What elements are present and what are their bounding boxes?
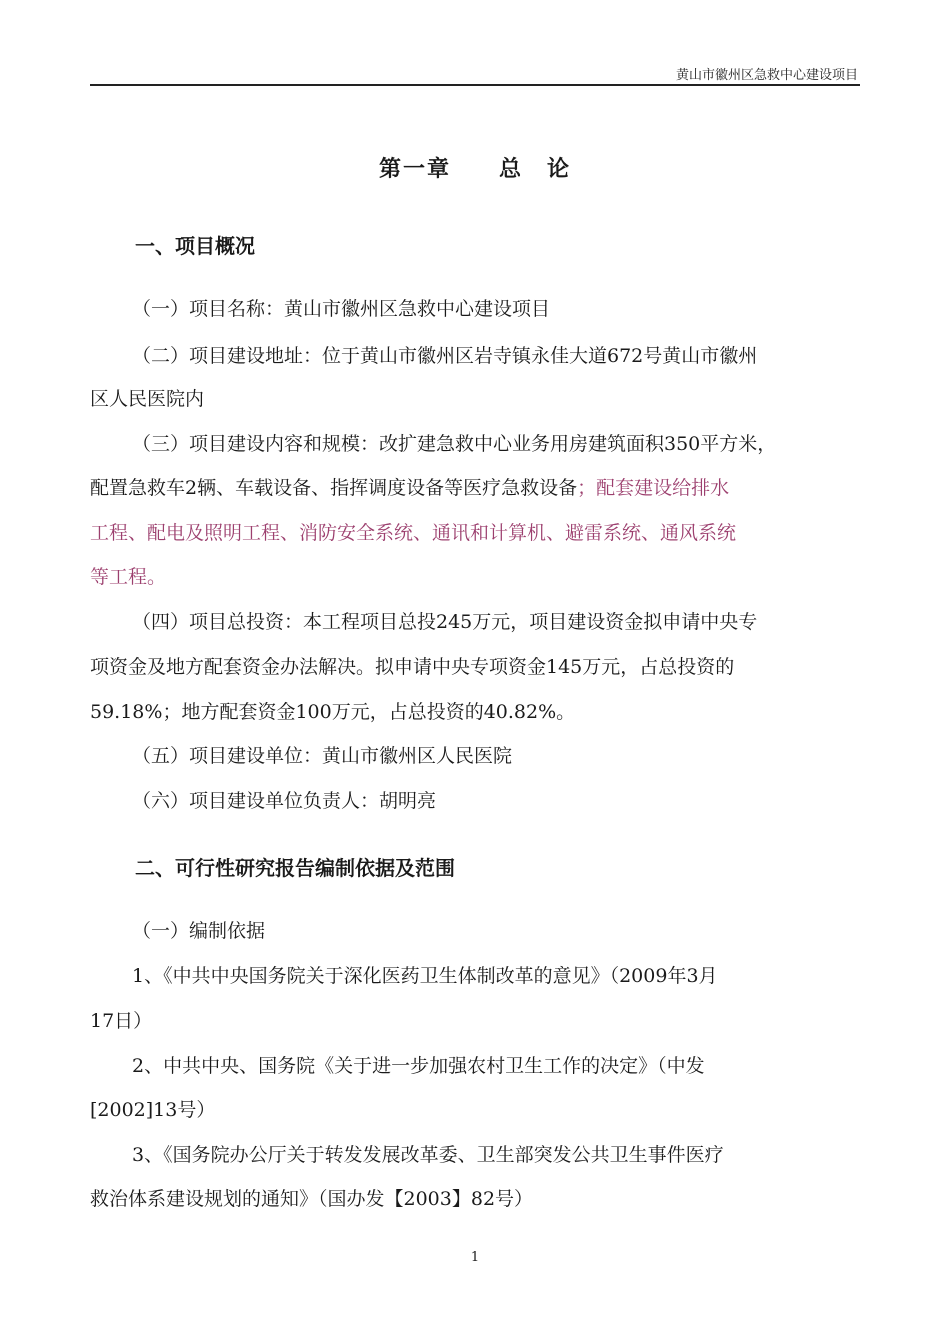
page-number: 1 — [470, 1250, 480, 1265]
project-scope-line-3: 工程、配电及照明工程、消防安全系统、通讯和计算机、避雷系统、通风系统 — [90, 522, 737, 544]
investment-line-1: （四）项目总投资：本工程项目总投245万元，项目建设资金拟申请中央专 — [132, 611, 758, 633]
project-scope-line-4: 等工程。 — [90, 566, 167, 588]
running-header: 黄山市徽州区急救中心建设项目 — [675, 68, 858, 83]
investment-line-2: 项资金及地方配套资金办法解决。拟申请中央专项资金145万元，占总投资的 — [90, 656, 735, 678]
project-scope-highlight: ；配套建设给排水 — [577, 477, 730, 499]
project-name-line: （一）项目名称：黄山市徽州区急救中心建设项目 — [132, 298, 551, 320]
project-scope-line-1: （三）项目建设内容和规模：改扩建急救中心业务用房建筑面积350平方米， — [132, 433, 777, 455]
reference-2-line-2: [2002]13号） — [90, 1099, 216, 1121]
project-scope-text: 配置急救车2辆、车载设备、指挥调度设备等医疗急救设备 — [90, 477, 578, 499]
unit-leader-line: （六）项目建设单位负责人：胡明亮 — [132, 790, 437, 812]
reference-3-line-1: 3、《国务院办公厅关于转发发展改革委、卫生部突发公共卫生事件医疗 — [132, 1144, 724, 1166]
section-heading-basis: 二、可行性研究报告编制依据及范围 — [135, 856, 455, 880]
reference-2-line-1: 2、中共中央、国务院《关于进一步加强农村卫生工作的决定》（中发 — [132, 1055, 705, 1077]
investment-line-3: 59.18%；地方配套资金100万元，占总投资的40.82%。 — [90, 701, 576, 723]
construction-unit-line: （五）项目建设单位：黄山市徽州区人民医院 — [132, 745, 513, 767]
header-divider — [90, 84, 860, 86]
reference-3-line-2: 救治体系建设规划的通知》（国办发【2003】82号） — [90, 1188, 534, 1210]
basis-subheading: （一）编制依据 — [132, 920, 266, 942]
section-heading-overview: 一、项目概况 — [135, 234, 255, 258]
project-address-text: （二）项目建设地址：位于黄山市徽州区岩寺镇永佳大道672号黄山市徽州 — [132, 345, 758, 367]
project-scope-line-2 — [90, 473, 860, 500]
reference-1-line-1: 1、《中共中央国务院关于深化医药卫生体制改革的意见》（2009年3月 — [132, 965, 718, 987]
chapter-title: 第一章 总 论 — [378, 156, 571, 182]
project-address-line — [132, 341, 860, 368]
reference-1-line-2: 17日） — [90, 1010, 153, 1032]
project-address-cont: 区人民医院内 — [90, 388, 205, 410]
